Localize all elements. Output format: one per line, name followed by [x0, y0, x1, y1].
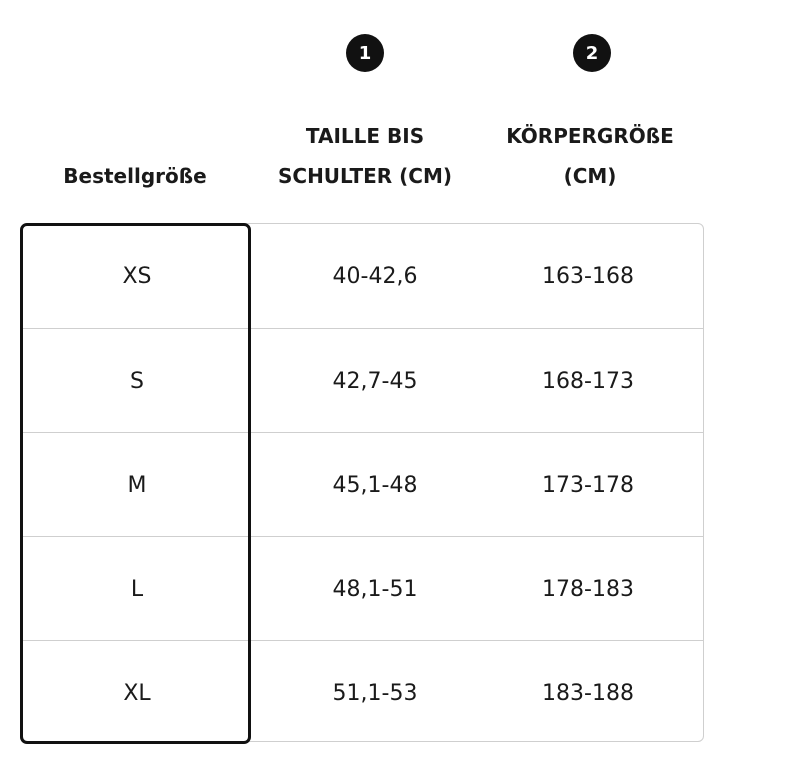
cell-body-height: 173-178 — [542, 472, 634, 498]
header-order-size — [40, 156, 230, 196]
header-order-size-label: Bestellgröße — [63, 164, 207, 188]
table-row — [23, 224, 703, 328]
cell-waist-to-shoulder: 40-42,6 — [332, 263, 418, 289]
table-row — [23, 432, 703, 536]
cell-waist-to-shoulder: 45,1-48 — [332, 472, 418, 498]
step-badge-2-label: 2 — [585, 42, 599, 64]
cell-order-size: XS — [122, 263, 152, 289]
cell-body-height: 163-168 — [542, 263, 634, 289]
header-waist-to-shoulder — [255, 116, 475, 196]
header-body-height — [480, 116, 700, 196]
cell-body-height: 168-173 — [542, 368, 634, 394]
step-badge-2 — [573, 34, 611, 72]
header-body-height-line1: KÖRPERGRÖßE — [506, 124, 674, 148]
size-table — [22, 223, 704, 742]
cell-waist-to-shoulder: 42,7-45 — [332, 368, 418, 394]
header-waist-to-shoulder-line1: TAILLE BIS — [305, 124, 425, 148]
table-row — [23, 328, 703, 432]
cell-waist-to-shoulder: 48,1-51 — [332, 576, 418, 602]
step-badge-1-label: 1 — [358, 42, 372, 64]
cell-order-size: L — [130, 576, 144, 602]
header-body-height-line2: (CM) — [563, 164, 617, 188]
header-waist-to-shoulder-line2: SCHULTER (CM) — [277, 164, 453, 188]
table-row — [23, 536, 703, 640]
cell-order-size: M — [127, 472, 147, 498]
cell-waist-to-shoulder: 51,1-53 — [332, 680, 418, 706]
cell-order-size: XL — [123, 680, 151, 706]
table-row — [23, 640, 703, 742]
cell-body-height: 183-188 — [542, 680, 634, 706]
cell-body-height: 178-183 — [542, 576, 634, 602]
step-badge-1 — [346, 34, 384, 72]
cell-order-size: S — [130, 368, 144, 394]
